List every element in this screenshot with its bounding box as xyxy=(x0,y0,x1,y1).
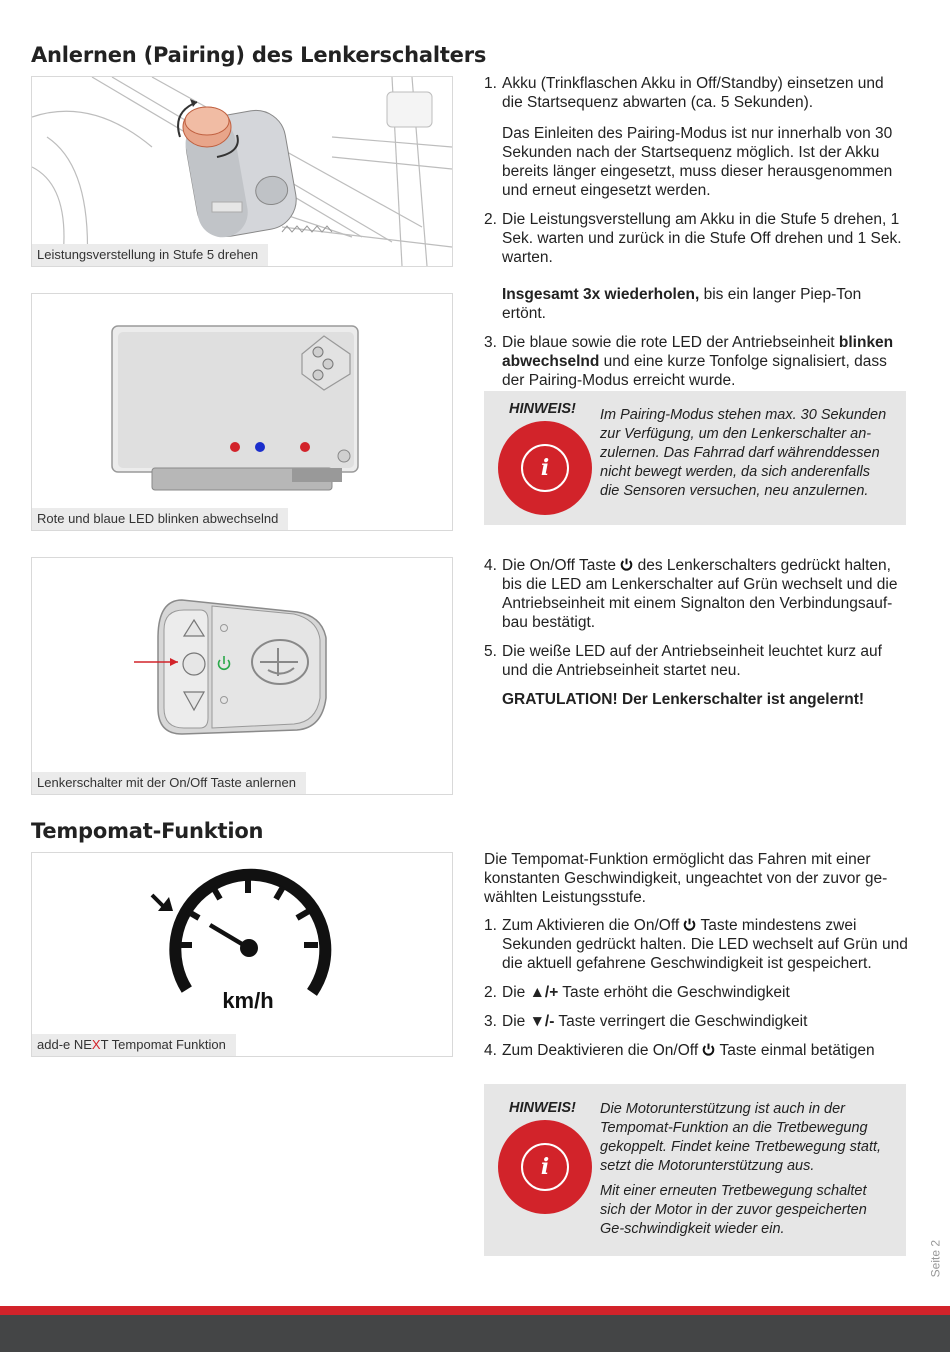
drive-unit-illustration xyxy=(32,294,452,530)
handlebar-switch-illustration xyxy=(32,558,452,794)
step-text: Zum Deaktivieren die On/Off Taste einmal betätigen xyxy=(502,1042,875,1059)
battery-illustration xyxy=(32,77,452,266)
hint-box xyxy=(484,1084,906,1256)
step-text: Zum Aktivieren die On/Off Taste mindestens zwei Sekunden gedrückt halten. Die LED wechselt auf Grün und die aktuell gefahrene Geschwindigkeit ist gespeichert. xyxy=(502,917,908,972)
step-text: Die weiße LED auf der Antriebseinheit leuchtet kurz auf und die Antriebseinheit startet neu. xyxy=(502,643,882,679)
page-number: Seite 2 xyxy=(928,1240,942,1278)
red-led-icon xyxy=(300,442,310,452)
figure-caption: Leistungsverstellung in Stufe 5 drehen xyxy=(32,244,268,266)
hint-label: HINWEIS! xyxy=(509,1100,576,1116)
list-item: 1. Zum Aktivieren die On/Off Taste mindestens zwei Sekunden gedrückt halten. Die LED wechselt auf Grün und die aktuell gefahrene Geschwindigkeit ist gespeichert. xyxy=(484,917,908,972)
step-paragraph: Insgesamt 3x wiederholen, bis ein langer Piep-Ton ertönt. xyxy=(502,286,862,322)
power-icon xyxy=(702,1043,715,1056)
list-item: 4. Die On/Off Taste des Lenkerschalters gedrückt halten, bis die LED am Lenkerschalter auf Grün wechselt und die Antriebseinheit mit einem Signalton den Verbindungsauf-bau bestätigt. xyxy=(484,556,908,632)
congrats-text: GRATULATION! Der Lenkerschalter ist angelernt! xyxy=(502,691,865,708)
cruise-steps-list xyxy=(484,916,908,1070)
section-title-cruise-control: Tempomat-Funktion xyxy=(31,819,264,843)
hint-label: HINWEIS! xyxy=(509,401,576,417)
list-item: 4. Zum Deaktivieren die On/Off Taste einmal betätigen xyxy=(484,1041,908,1060)
info-icon: i xyxy=(498,421,592,515)
footer-accent-bar xyxy=(0,1306,950,1315)
step-text: Akku (Trinkflaschen Akku in Off/Standby) einsetzen und die Startsequenz abwarten (ca. 5 Sekunden). xyxy=(502,75,884,111)
info-icon: i xyxy=(498,1120,592,1214)
pairing-steps-list xyxy=(484,74,908,400)
cruise-intro: Die Tempomat-Funktion ermöglicht das Fahren mit einer konstanten Geschwindigkeit, ungeachtet von der zuvor ge-wählten Leistungsstufe. xyxy=(484,851,888,906)
figure-drive-unit-leds xyxy=(31,293,453,531)
step-text: Die ▲/+ Taste erhöht die Geschwindigkeit xyxy=(502,984,790,1001)
unit-label: km/h xyxy=(222,988,274,1013)
step-text: Die blaue sowie die rote LED der Antriebseinheit blinken abwechselnd und eine kurze Tonfolge signalisiert, dass der Pairing-Modus erreicht wurde. xyxy=(502,334,894,389)
step-text: Die On/Off Taste des Lenkerschalters gedrückt halten, bis die LED am Lenkerschalter auf Grün wechselt und die Antriebseinheit mit einem Signalton den Verbindungsauf-bau bestätigt. xyxy=(502,557,898,631)
pairing-steps-list-continued xyxy=(484,556,908,719)
list-item: 2. Die Leistungsverstellung am Akku in die Stufe 5 drehen, 1 Sek. warten und zurück in die Stufe Off drehen und 1 Sek. warten. Insgesamt 3x wiederholen, bis ein langer Piep-Ton ertönt. xyxy=(484,210,908,323)
power-icon xyxy=(683,918,696,931)
step-paragraph: Das Einleiten des Pairing-Modus ist nur innerhalb von 30 Sekunden nach der Startsequenz möglich. Ist der Akku bereits länger eingesetzt, muss dieser herausgenommen und erneut eingesetzt werden. xyxy=(502,125,893,199)
step-text: Die ▼/- Taste verringert die Geschwindigkeit xyxy=(502,1013,808,1030)
list-item: 1. Akku (Trinkflaschen Akku in Off/Standby) einsetzen und die Startsequenz abwarten (ca. 5 Sekunden). Das Einleiten des Pairing-Modus ist nur innerhalb von 30 Sekunden nach der Startsequenz möglich. Ist der Akku bereits länger eingesetzt, muss dieser herausgenommen und erneut eingesetzt werden. xyxy=(484,74,908,200)
red-led-icon xyxy=(230,442,240,452)
list-item: 3. Die ▼/- Taste verringert die Geschwindigkeit xyxy=(484,1012,908,1031)
footer-bar xyxy=(0,1315,950,1352)
list-item: 2. Die ▲/+ Taste erhöht die Geschwindigkeit xyxy=(484,983,908,1002)
hint-text: Die Motorunterstützung ist auch in der Tempomat-Funktion an die Tretbewegung gekoppelt. Findet keine Tretbewegung statt, setzt die Motorunterstützung aus. Mit einer erneuten Tretbewegung schaltet sich der Motor in der zuvor gespeicherten Ge-schwindigkeit wieder ein. xyxy=(600,1101,882,1237)
power-icon xyxy=(620,558,633,571)
figure-caption: add-e NEXT Tempomat Funktion xyxy=(32,1034,236,1056)
figure-battery-rotation xyxy=(31,76,453,267)
speedometer-icon xyxy=(32,853,452,1056)
figure-handlebar-switch xyxy=(31,557,453,795)
hint-text: Im Pairing-Modus stehen max. 30 Sekunden zur Verfügung, um den Lenkerschalter an-zulernen. Das Fahrrad darf währenddessen nicht bewegt werden, da sich anderenfalls die Sensoren versuchen, neu anzulernen. xyxy=(600,407,887,499)
blue-led-icon xyxy=(255,442,265,452)
list-item: 5. Die weiße LED auf der Antriebseinheit leuchtet kurz auf und die Antriebseinheit startet neu. GRATULATION! Der Lenkerschalter ist angelernt! xyxy=(484,642,908,709)
figure-caption: Rote und blaue LED blinken abwechselnd xyxy=(32,508,288,530)
section-title-pairing: Anlernen (Pairing) des Lenkerschalters xyxy=(31,43,487,67)
step-text: Die Leistungsverstellung am Akku in die Stufe 5 drehen, 1 Sek. warten und zurück in die Stufe Off drehen und 1 Sek. warten. xyxy=(502,211,902,266)
hint-box xyxy=(484,391,906,525)
figure-speedometer xyxy=(31,852,453,1057)
figure-caption: Lenkerschalter mit der On/Off Taste anlernen xyxy=(32,772,306,794)
list-item: 3. Die blaue sowie die rote LED der Antriebseinheit blinken abwechselnd und eine kurze Tonfolge signalisiert, dass der Pairing-Modus erreicht wurde. xyxy=(484,333,908,390)
